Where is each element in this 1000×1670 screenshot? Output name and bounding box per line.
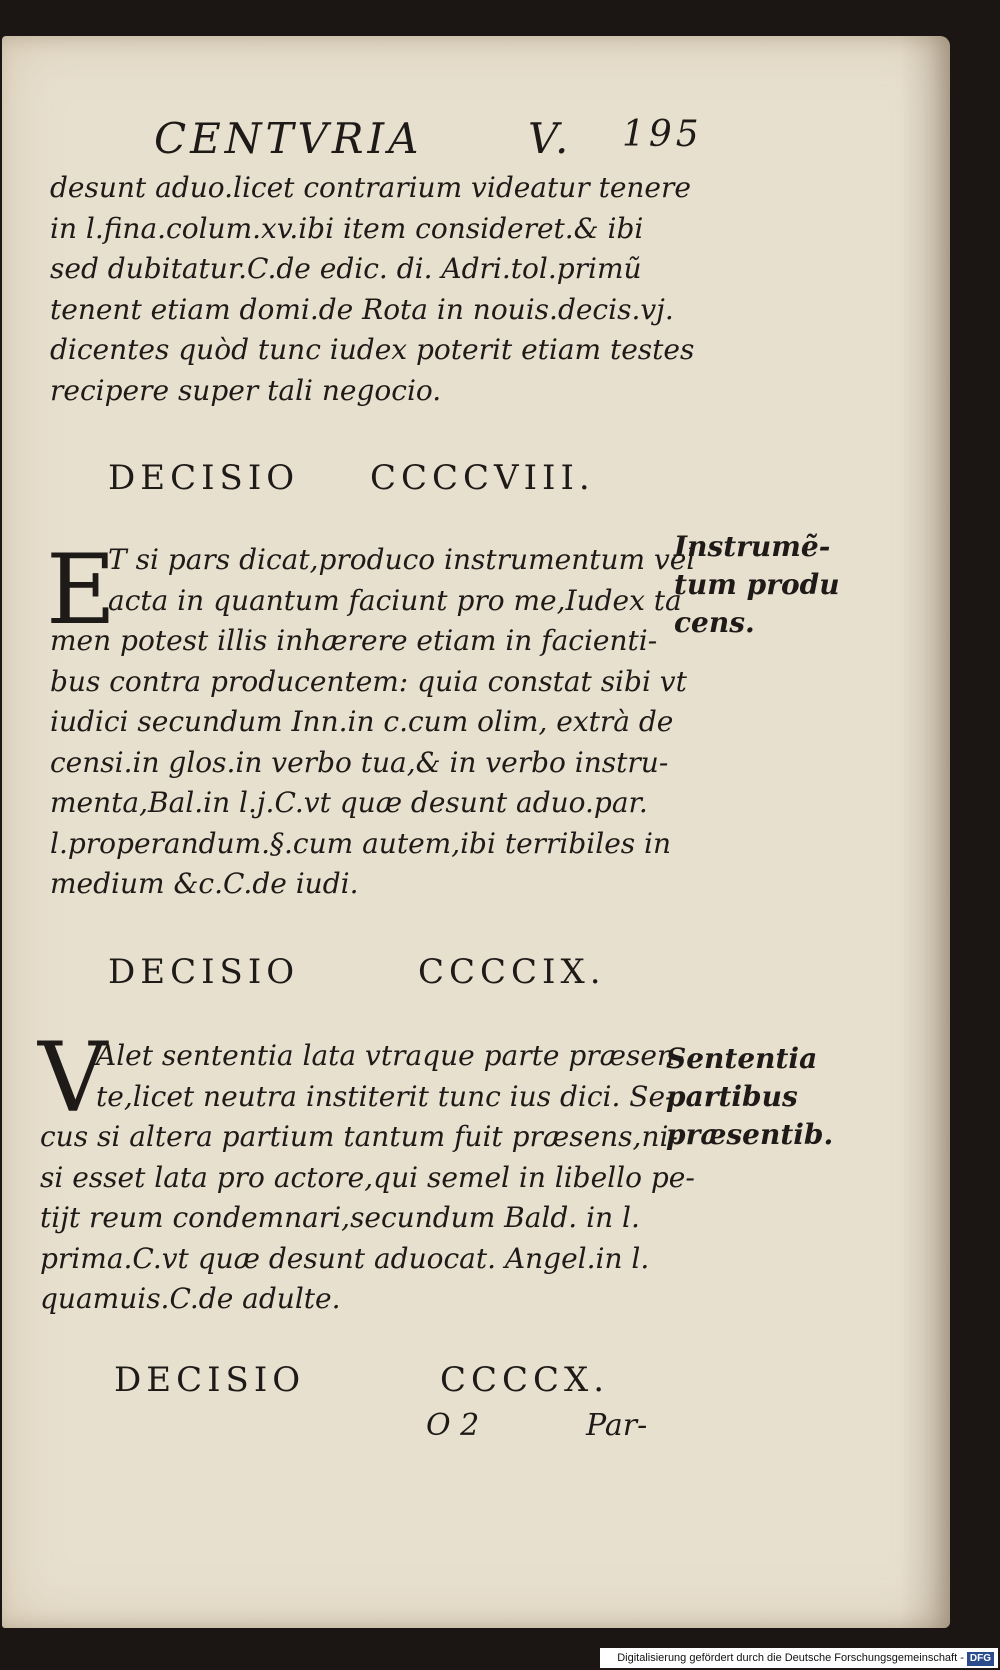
- marginal-note-line: cens.: [674, 606, 755, 639]
- decision-number: CCCCX.: [440, 1360, 610, 1400]
- text-line: prima.C.vt quæ desunt aduocat. Angel.in l.: [40, 1241, 650, 1275]
- decision-heading: [108, 952, 648, 996]
- marginal-note: [666, 1040, 856, 1154]
- text-line: in l.fina.colum.xv.ibi item consideret.& ibi: [50, 211, 644, 245]
- catchword: Par-: [586, 1408, 648, 1443]
- text-line: medium &c.C.de iudi.: [50, 867, 359, 900]
- text-line: bus contra producentem: quia constat sibi vt: [50, 664, 687, 698]
- decision-label: DECISIO: [108, 952, 300, 992]
- running-head-title: CENTVRIA: [154, 114, 423, 163]
- decision-number: CCCCIX.: [418, 952, 606, 992]
- text-line: sed dubitatur.C.de edic. di. Adri.tol.primũ: [50, 252, 642, 285]
- drop-cap-initial: V: [38, 1022, 108, 1134]
- digitization-credit: [600, 1648, 998, 1668]
- marginal-note-line: Sententia: [666, 1042, 818, 1075]
- text-line: menta,Bal.in l.j.C.vt quæ desunt aduo.par.: [50, 786, 648, 819]
- marginal-note: [674, 528, 864, 642]
- running-head-part: V.: [528, 114, 573, 163]
- signature-mark: O 2: [426, 1408, 480, 1443]
- text-line: tijt reum condemnari,secundum Bald. in l.: [40, 1201, 640, 1234]
- decision-heading: [114, 1360, 654, 1404]
- catchline: [426, 1408, 666, 1448]
- marginal-note-line: præsentib.: [666, 1118, 834, 1151]
- intro-text: [50, 168, 695, 411]
- text-line: te,licet neutra institerit tunc ius dici. Se-: [96, 1079, 675, 1113]
- text-line: desunt aduo.licet contrarium videatur tenere: [50, 171, 691, 204]
- text-line: acta in quantum faciunt pro me,Iudex ta: [108, 583, 682, 617]
- page-number: 195: [622, 114, 703, 155]
- decision-label: DECISIO: [114, 1360, 306, 1400]
- marginal-note-line: tum produ: [674, 568, 840, 601]
- decision-label: DECISIO: [108, 458, 300, 498]
- decision-number: CCCCVIII.: [370, 458, 595, 498]
- decision-text: [50, 540, 696, 905]
- text-line: T si pars dicat,produco instrumentum vel: [108, 543, 696, 576]
- marginal-note-line: partibus: [666, 1080, 798, 1113]
- running-head: [154, 114, 703, 164]
- decision-heading: [108, 458, 648, 502]
- page-gutter-shadow: [900, 36, 950, 1628]
- credit-text: Digitalisierung gefördert durch die Deutsche Forschungsgemeinschaft -: [617, 1652, 964, 1664]
- text-line: quamuis.C.de adulte.: [40, 1282, 341, 1315]
- text-line: censi.in glos.in verbo tua,& in verbo instru-: [50, 745, 669, 779]
- text-line: men potest illis inhærere etiam in facienti-: [50, 624, 658, 657]
- text-line: dicentes quòd tunc iudex poterit etiam testes: [50, 333, 695, 366]
- text-line: iudici secundum Inn.in c.cum olim, extrà de: [50, 705, 674, 738]
- text-line: l.properandum.§.cum autem,ibi terribiles in: [50, 826, 672, 860]
- text-line: recipere super tali negocio.: [50, 373, 442, 407]
- drop-cap-initial: E: [46, 534, 117, 646]
- text-line: cus si altera partium tantum fuit præsens,ni-: [40, 1120, 678, 1153]
- text-line: Alet sententia lata vtraque parte præsen-: [96, 1039, 685, 1072]
- marginal-note-line: Instrumẽ-: [674, 530, 831, 563]
- dfg-logo: DFG: [967, 1652, 994, 1666]
- decision-text: [38, 1022, 695, 1320]
- text-line: tenent etiam domi.de Rota in nouis.decis.vj.: [50, 292, 674, 326]
- text-line: si esset lata pro actore,qui semel in libello pe-: [40, 1160, 695, 1194]
